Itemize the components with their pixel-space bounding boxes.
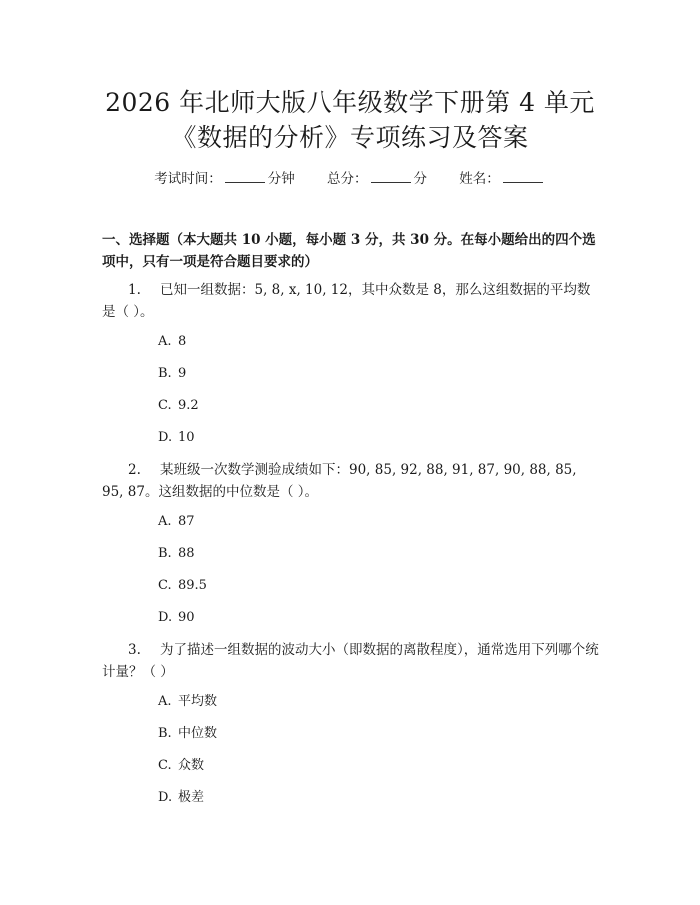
question-3 [102,639,600,683]
question-2-option-d [158,609,195,627]
exam-info-line [0,168,700,189]
student-name-blank [503,168,543,183]
question-text: 某班级一次数学测验成绩如下：90, 85, 92, 88, 91, 87, 90, 88, 85, 95, 87。这组数据的中位数是（ ）。 [102,462,577,500]
question-3-option-a [158,693,217,711]
option-label: B. [158,726,172,741]
question-2-option-b [158,545,195,563]
question-1 [102,279,600,323]
option-label: A. [158,694,172,709]
question-2 [102,459,600,503]
option-label: D. [158,790,173,805]
question-1-option-c [158,397,199,415]
option-text: 极差 [178,790,205,805]
question-3-option-c [158,757,204,775]
option-label: C. [158,398,172,413]
student-name-label: 姓名： [459,171,500,187]
option-label: D. [158,610,173,625]
total-score-label: 总分： [327,171,368,187]
question-2-option-a [158,513,195,531]
exam-time-blank [225,168,265,183]
option-text: 9 [178,366,187,381]
question-1-option-b [158,365,186,383]
option-text: 中位数 [178,726,218,741]
question-3-option-b [158,725,217,743]
option-text: 10 [178,430,195,445]
question-text: 已知一组数据：5, 8, x, 10, 12，其中众数是 8，那么这组数据的平均数是（ ）。 [102,282,591,320]
option-text: 89.5 [178,578,207,593]
exam-time-unit: 分钟 [267,171,295,187]
question-number: 1. [128,282,141,298]
exam-time-label: 考试时间： [154,171,222,187]
option-text: 8 [178,334,187,349]
option-label: C. [158,578,172,593]
option-label: A. [158,334,172,349]
option-text: 87 [178,514,195,529]
option-text: 平均数 [178,694,218,709]
question-3-option-d [158,789,204,807]
document-title-line-2: 《数据的分析》专项练习及答案 [171,123,529,152]
total-score-blank [371,168,411,183]
exam-time-field [154,171,299,187]
question-2-option-c [158,577,207,595]
total-score-unit: 分 [413,171,427,187]
option-label: C. [158,758,172,773]
option-label: D. [158,430,173,445]
option-text: 88 [178,546,195,561]
option-label: B. [158,366,172,381]
option-label: B. [158,546,172,561]
student-name-field [459,171,546,187]
question-number: 3. [128,642,141,658]
question-number: 2. [128,462,141,478]
question-1-option-a [158,333,186,351]
document-title-line-1: 2026 年北师大版八年级数学下册第 4 单元 [105,88,595,117]
option-text: 9.2 [178,398,199,413]
option-label: A. [158,514,172,529]
total-score-field [327,171,431,187]
option-text: 众数 [178,758,205,773]
question-text: 为了描述一组数据的波动大小（即数据的离散程度），通常选用下列哪个统计量？（ ） [102,642,599,680]
question-1-option-d [158,429,195,447]
section-heading: 一、选择题（本大题共 10 小题，每小题 3 分，共 30 分。在每小题给出的四个选项中，只有一项是符合题目要求的） [102,232,596,270]
option-text: 90 [178,610,195,625]
